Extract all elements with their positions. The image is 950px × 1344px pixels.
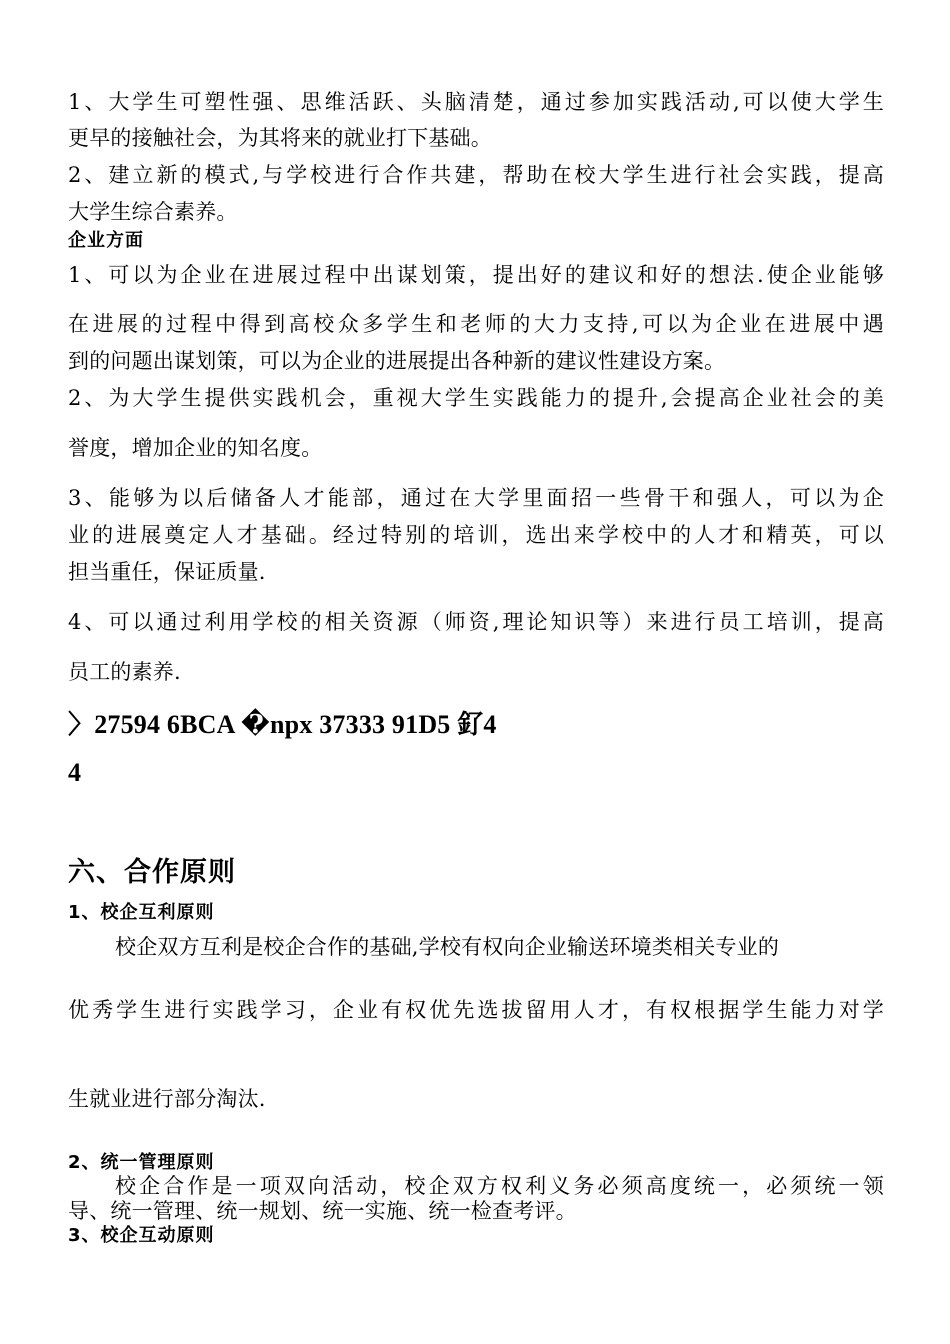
paragraph-line: 员工的素养. [68, 660, 181, 684]
paragraph-line: 4、可以通过利用学校的相关资源（师资,理论知识等）来进行员工培训，提高 [68, 610, 884, 634]
paragraph-line: 2、为大学生提供实践机会，重视大学生实践能力的提升,会提高企业社会的美 [68, 386, 884, 410]
paragraph-line: 在进展的过程中得到高校众多学生和老师的大力支持,可以为企业在进展中遇 [68, 312, 884, 336]
paragraph-line: 到的问题出谋划策，可以为企业的进展提出各种新的建议性建设方案。 [68, 349, 726, 373]
section-title: 六、合作原则 [68, 857, 236, 888]
paragraph-line: 业的进展奠定人才基础。经过特别的培训，选出来学校中的人才和精英，可以 [68, 523, 884, 547]
paragraph-line: 优秀学生进行实践学习，企业有权优先选拔留用人才，有权根据学生能力对学 [68, 998, 884, 1022]
garbled-line: 〉27594 6BCA �npx 37333 91D5 釕4 [68, 710, 497, 739]
subsection-heading: 3、校企互动原则 [68, 1225, 215, 1246]
paragraph-line: 誉度，增加企业的知名度。 [68, 436, 323, 460]
section-heading: 企业方面 [68, 230, 144, 251]
paragraph-line: 1、大学生可塑性强、思维活跃、头脑清楚，通过参加实践活动,可以使大学生 [68, 90, 884, 114]
paragraph-line: 生就业进行部分淘汰. [68, 1087, 266, 1111]
paragraph-line: 导、统一管理、统一规划、统一实施、统一检查考评。 [68, 1199, 577, 1223]
garbled-line: 4 [68, 758, 82, 787]
paragraph-line: 3、能够为以后储备人才能部，通过在大学里面招一些骨干和强人，可以为企 [68, 486, 884, 510]
subsection-heading: 2、统一管理原则 [68, 1152, 215, 1173]
paragraph-line: 大学生综合素养。 [68, 200, 238, 224]
paragraph-line: 担当重任，保证质量. [68, 560, 266, 584]
paragraph-line: 1、可以为企业在进展过程中出谋划策，提出好的建议和好的想法.使企业能够 [68, 263, 884, 287]
paragraph-line: 更早的接触社会，为其将来的就业打下基础。 [68, 126, 492, 150]
subsection-heading: 1、校企互利原则 [68, 902, 215, 923]
paragraph-line: 校企双方互利是校企合作的基础,学校有权向企业输送环境类相关专业的 [115, 935, 780, 959]
paragraph-line: 2、建立新的模式,与学校进行合作共建，帮助在校大学生进行社会实践，提高 [68, 163, 884, 187]
paragraph-line: 校企合作是一项双向活动，校企双方权利义务必须高度统一，必须统一领 [115, 1174, 884, 1198]
